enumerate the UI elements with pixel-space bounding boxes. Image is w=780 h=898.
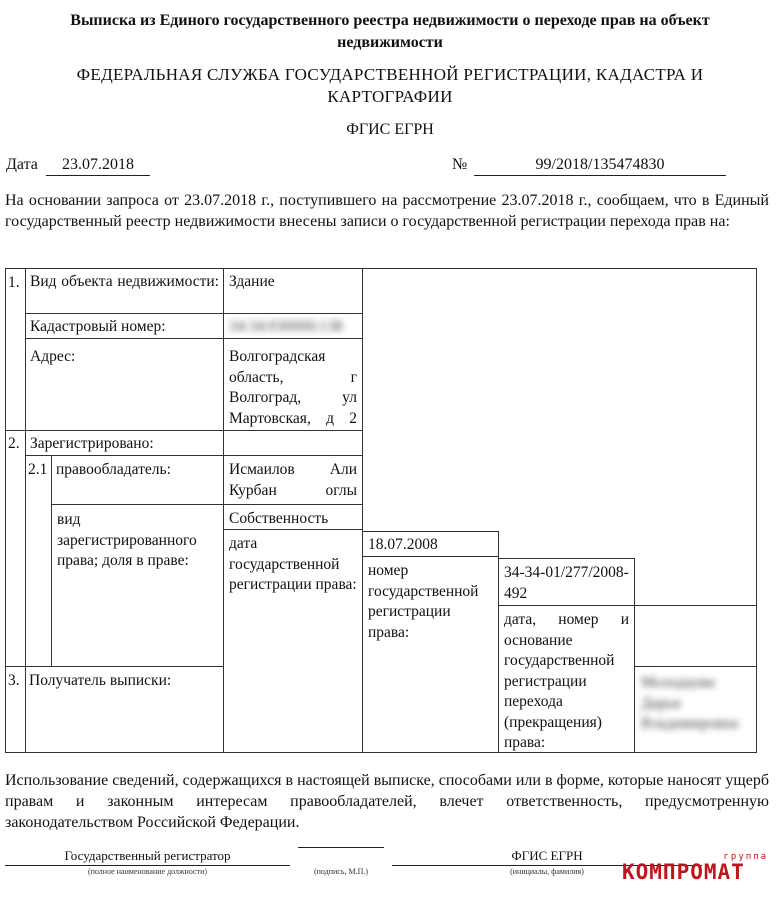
signer-name: ФГИС ЕГРН (392, 847, 702, 866)
recipient-name-redacted: Молодцова Дарья Владимировна (641, 674, 739, 732)
signature-caption: (подпись, М.П.) (313, 867, 369, 876)
recipient-value (634, 666, 757, 753)
signer-position: Государственный регистратор (5, 847, 290, 866)
registered-label: Зарегистрировано: (25, 430, 224, 456)
right-type-value: Собственность (223, 504, 363, 530)
agency-name-line2: КАРТОГРАФИИ (327, 87, 453, 106)
registered-value-empty (223, 430, 363, 456)
object-type-label: Вид объекта недвижимости: (25, 268, 224, 314)
signer-position-caption: (полное наименование должности) (87, 867, 208, 876)
right-type-label: вид зарегистрированного права; доля в праве: (57, 511, 197, 569)
holder-label: правообладатель: (51, 455, 224, 505)
reg-date-label: дата государственной регистрации права: (223, 529, 363, 753)
transfer-label: дата, номер и основание государственной регистрации перехода (прекращения) права: (498, 605, 635, 753)
signer-name-caption: (инициалы, фамилия) (510, 867, 584, 876)
number-label: № (452, 156, 468, 173)
cadastral-number-redacted: 34:34:030000:138 (229, 318, 343, 335)
reg-number-label: номер государственной регистрации права: (362, 556, 499, 753)
holder-value: Исмаилов Али Курбан оглы (223, 455, 363, 505)
agency-name (0, 64, 780, 108)
reg-date-value: 18.07.2008 (362, 531, 499, 557)
date-label: Дата (6, 156, 38, 173)
row-number-2: 2. (8, 435, 20, 452)
document-title-line2: недвижимости (337, 34, 443, 51)
recipient-label: Получатель выписки: (29, 672, 172, 689)
watermark-small: группа (723, 852, 768, 862)
watermark-logo: КОМПРОМАТ (622, 860, 745, 884)
document-number: 99/2018/135474830 (474, 155, 726, 176)
address-value: Волгоградская область, г Волгоград, ул Мартовская, д 2 (223, 338, 363, 431)
cadastral-number-label: Кадастровый номер: (25, 313, 224, 339)
usage-notice: Использование сведений, содержащихся в настоящей выписке, способами или в форме, которые наносят ущерб правам и законным интересам правообладателей, влечет ответственность, предусмотренную законодательством Российской Федерации. (5, 772, 769, 831)
subsystem-name: ФГИС ЕГРН (346, 121, 434, 138)
signature-line (298, 847, 384, 848)
object-type-value: Здание (223, 268, 363, 314)
document-title-line1: Выписка из Единого государственного реестра недвижимости о переходе прав на объект (70, 12, 710, 29)
agency-name-line1: ФЕДЕРАЛЬНАЯ СЛУЖБА ГОСУДАРСТВЕННОЙ РЕГИСТРАЦИИ, КАДАСТРА И (76, 65, 704, 84)
registry-table (5, 268, 757, 753)
row-number-3: 3. (8, 672, 20, 689)
transfer-value-empty (634, 605, 757, 667)
row-number-2-1: 2.1 (28, 461, 48, 478)
intro-paragraph: На основании запроса от 23.07.2018 г., поступившего на рассмотрение 23.07.2018 г., сообщаем, что в Единый государственный реестр недвижимости внесены записи о государственной регистрации перехода прав на: (5, 192, 769, 230)
document-title (0, 10, 780, 54)
cadastral-number-value (223, 313, 363, 339)
date-value: 23.07.2018 (46, 155, 150, 176)
row-number-1: 1. (8, 274, 20, 291)
reg-number-value: 34-34-01/277/2008-492 (498, 558, 635, 606)
address-label: Адрес: (25, 338, 224, 431)
